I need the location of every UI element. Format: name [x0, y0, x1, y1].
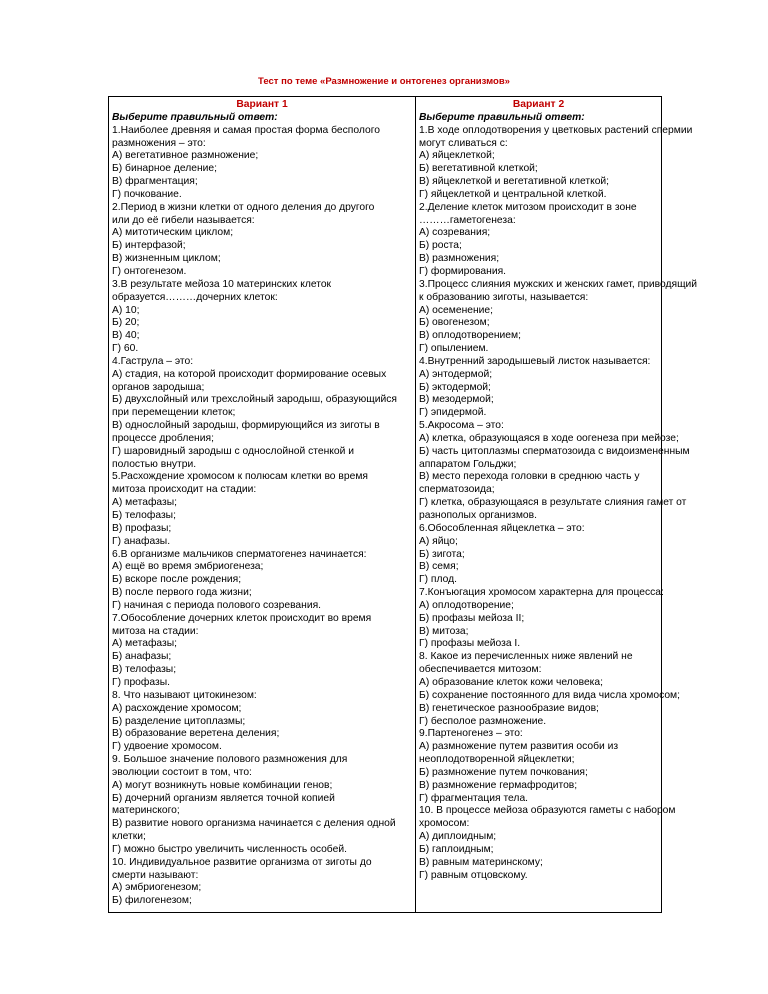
text-line: В) семя;: [419, 561, 459, 573]
text-line: В) развитие нового организма начинается с деления одной: [112, 818, 396, 830]
text-line: образуется………дочерних клеток:: [112, 291, 278, 303]
text-line: 3.Процесс слияния мужских и женских гамет, приводящий: [419, 278, 698, 290]
text-line: 8. Что называют цитокинезом:: [112, 689, 257, 701]
text-line: органов зародыша;: [112, 381, 205, 393]
text-line: хромосом:: [419, 818, 470, 830]
text-line: обеспечивается митозом:: [419, 664, 542, 676]
text-line: А) митотическим циклом;: [112, 227, 234, 239]
text-line: Б) размножение путем почкования;: [419, 766, 588, 778]
page-title: Тест по теме «Размножение и онтогенез организмов»: [258, 76, 510, 87]
text-line: Б) вскоре после рождения;: [112, 574, 242, 586]
text-line: 1.Наиболее древняя и самая простая форма бесполого: [112, 124, 380, 136]
text-line: Г) шаровидный зародыш с однослойной стенкой и: [112, 445, 355, 457]
text-line: В) оплодотворением;: [419, 330, 521, 342]
text-line: к образованию зиготы, называется:: [419, 291, 589, 303]
text-line: сперматозоида;: [419, 484, 495, 496]
text-line: В) фрагментация;: [112, 176, 198, 188]
text-line: 6.Обособленная яйцеклетка – это:: [419, 522, 585, 534]
text-line: 4.Внутренний зародышевый листок называется:: [419, 355, 651, 367]
text-line: В) жизненным циклом;: [112, 253, 221, 265]
text-line: 6.В организме мальчиков сперматогенез начинается:: [112, 548, 367, 560]
text-line: В) образование веретена деления;: [112, 728, 280, 740]
text-line: А) образование клеток кожи человека;: [419, 676, 603, 688]
text-line: Б) профазы мейоза II;: [419, 612, 525, 624]
text-line: 2.Деление клеток митозом происходит в зоне: [419, 201, 637, 213]
text-line: 7.Обособление дочерних клеток происходит во время: [112, 612, 372, 624]
text-line: полостью внутри.: [112, 458, 197, 470]
text-line: Б) филогенезом;: [112, 895, 192, 907]
text-line: материнского;: [112, 805, 180, 817]
variant-1-heading: Вариант 1: [236, 99, 288, 110]
text-line: Г) бесполое размножение.: [419, 715, 547, 727]
text-line: митоза на стадии:: [112, 625, 199, 637]
text-line: А) созревания;: [419, 227, 491, 239]
text-line: В) яйцеклеткой и вегетативной клеткой;: [419, 176, 610, 188]
text-line: А) ещё во время эмбриогенеза;: [112, 561, 264, 573]
text-line: В) размножение гермафродитов;: [419, 779, 578, 791]
text-line: В) профазы;: [112, 522, 172, 534]
text-line: Г) удвоение хромосом.: [112, 741, 222, 753]
text-line: 10. В процессе мейоза образуются гаметы с набором: [419, 805, 676, 817]
text-line: Б) роста;: [419, 240, 462, 252]
text-line: ………гаметогенеза:: [419, 214, 516, 226]
text-line: процессе дробления;: [112, 432, 214, 444]
text-line: Г) начиная с периода полового созревания.: [112, 599, 322, 611]
variant-1-cell: [109, 97, 416, 913]
text-line: В) размножения;: [419, 253, 500, 265]
text-line: 2.Период в жизни клетки от одного деления до другого: [112, 201, 375, 213]
text-line: Б) дочерний организм является точной копией: [112, 792, 335, 804]
text-line: А) 10;: [112, 304, 140, 316]
text-line: Б) гаплоидным;: [419, 843, 494, 855]
text-line: Б) 20;: [112, 317, 140, 329]
text-line: разнополых организмов.: [419, 510, 537, 521]
text-line: Б) овогенезом;: [419, 317, 490, 329]
text-line: 3.В результате мейоза 10 материнских клеток: [112, 278, 332, 290]
text-line: или до её гибели называется:: [112, 214, 255, 226]
text-line: Г) 60.: [112, 343, 139, 355]
text-line: В) генетическое разнообразие видов;: [419, 702, 599, 714]
text-line: А) яйцеклеткой;: [419, 150, 495, 162]
text-line: А) оплодотворение;: [419, 599, 514, 611]
text-line: В) место перехода головки в среднюю часть у: [419, 471, 640, 483]
text-line: при перемещении клеток;: [112, 407, 236, 419]
text-line: Б) вегетативной клеткой;: [419, 163, 538, 175]
text-line: Б) эктодермой;: [419, 381, 491, 393]
text-line: 5.Акросома – это:: [419, 420, 504, 432]
text-line: Б) зигота;: [419, 548, 465, 560]
text-line: 5.Расхождение хромосом к полюсам клетки во время: [112, 471, 368, 483]
text-line: митоза происходит на стадии:: [112, 484, 257, 496]
text-line: размножения – это:: [112, 137, 206, 149]
text-line: Г) фрагментация тела.: [419, 792, 529, 804]
text-line: В) митоза;: [419, 625, 469, 637]
text-line: А) расхождение хромосом;: [112, 702, 242, 714]
text-line: Б) двухслойный или трехслойный зародыш, образующийся: [112, 394, 397, 406]
text-line: 7.Конъюгация хромосом характерна для процесса:: [419, 587, 664, 599]
text-line: В) 40;: [112, 330, 140, 342]
text-line: Г) онтогенезом.: [112, 265, 187, 277]
text-line: А) яйцо;: [419, 535, 458, 547]
variant-2-instruction: Выберите правильный ответ:: [419, 111, 585, 123]
text-line: В) однослойный зародыш, формирующийся из зиготы в: [112, 420, 380, 432]
text-line: Г) профазы.: [112, 676, 170, 688]
text-line: аппаратом Гольджи;: [419, 458, 517, 470]
text-line: В) равным материнскому;: [419, 856, 543, 868]
text-line: Г) можно быстро увеличить численность особей.: [112, 843, 347, 855]
text-line: Г) плод.: [419, 574, 457, 586]
text-line: могут сливаться с:: [419, 137, 508, 149]
text-line: Б) бинарное деление;: [112, 163, 217, 175]
text-line: Б) телофазы;: [112, 510, 176, 521]
text-line: Б) анафазы;: [112, 651, 172, 663]
variant-2-cell: [416, 97, 698, 913]
text-line: А) стадия, на которой происходит формирование осевых: [112, 368, 387, 380]
text-line: Г) почкование.: [112, 188, 182, 200]
text-line: Б) сохранение постоянного для вида числа хромосом;: [419, 689, 681, 701]
text-line: А) энтодермой;: [419, 368, 493, 380]
text-line: клетки;: [112, 831, 146, 843]
text-line: 10. Индивидуальное развитие организма от зиготы до: [112, 856, 372, 868]
text-line: Г) яйцеклеткой и центральной клеткой.: [419, 188, 607, 200]
text-line: 9.Партеногенез – это:: [419, 728, 523, 740]
text-line: эволюции состоит в том, что:: [112, 766, 252, 778]
text-line: Г) формирования.: [419, 265, 507, 277]
text-line: В) после первого года жизни;: [112, 587, 252, 599]
text-line: 1.В ходе оплодотворения у цветковых растений спермии: [419, 124, 693, 136]
text-line: А) метафазы;: [112, 638, 178, 650]
text-line: неоплодотворенной яйцеклетки;: [419, 754, 575, 766]
variant-1-instruction: Выберите правильный ответ:: [112, 111, 278, 123]
text-line: А) диплоидным;: [419, 831, 497, 843]
text-line: А) метафазы;: [112, 497, 178, 509]
text-line: В) мезодермой;: [419, 394, 494, 406]
variant-2-questions: [419, 124, 698, 883]
text-line: Г) опылением.: [419, 343, 489, 355]
text-line: А) вегетативное размножение;: [112, 150, 259, 162]
text-line: Б) часть цитоплазмы сперматозоида с видоизмененным: [419, 445, 690, 457]
variant-2-heading: Вариант 2: [512, 99, 565, 110]
text-line: Б) интерфазой;: [112, 240, 186, 252]
text-line: Б) разделение цитоплазмы;: [112, 715, 246, 727]
text-line: А) размножение путем развития особи из: [419, 741, 619, 753]
variant-1-questions: [112, 125, 412, 908]
text-line: Г) равным отцовскому.: [419, 869, 528, 881]
text-line: В) телофазы;: [112, 664, 177, 676]
text-line: 8. Какое из перечисленных ниже явлений не: [419, 651, 633, 663]
text-line: 9. Большое значение полового размножения для: [112, 754, 348, 766]
quiz-table: [108, 96, 698, 913]
text-line: Г) клетка, образующаяся в результате слияния гамет от: [419, 497, 687, 509]
text-line: смерти называют:: [112, 869, 199, 881]
text-line: А) клетка, образующаяся в ходе оогенеза при мейозе;: [419, 432, 679, 444]
text-line: Г) профазы мейоза I.: [419, 638, 521, 650]
text-line: А) осеменение;: [419, 304, 494, 316]
text-line: 4.Гаструла – это:: [112, 355, 194, 367]
text-line: Г) анафазы.: [112, 535, 171, 547]
text-line: А) эмбриогенезом;: [112, 882, 202, 894]
text-line: А) могут возникнуть новые комбинации генов;: [112, 779, 333, 791]
text-line: Г) эпидермой.: [419, 407, 487, 419]
